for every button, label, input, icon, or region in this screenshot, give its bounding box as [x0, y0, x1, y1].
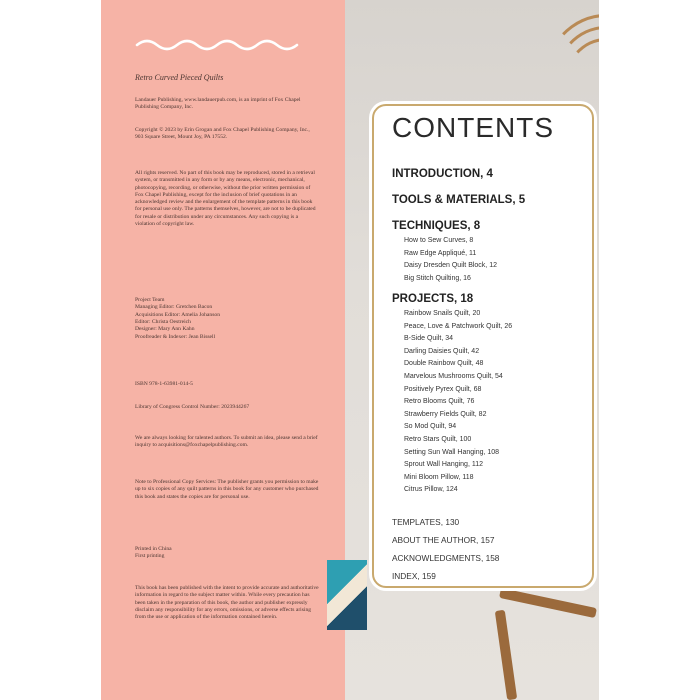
toc-project-item: Sprout Wall Hanging, 112 — [404, 461, 483, 469]
rights-note: All rights reserved. No part of this book may be reproduced, stored in a retrieval system, or transmitted in any form or by any means, electronic, mechanical, photocopying, recording, or otherwise, without the prior written permission of Fox Chapel Publishing, except for the inclusion of brief quotations in an acknowledged review and the enlargement of the template patterns in this book for personal use only. The patterns themselves, however, are not to be duplicated for resale or distribution under any circumstances. Any such copying is a violation of copyright law. — [135, 170, 316, 228]
toc-acknowledgments: ACKNOWLEDGMENTS, 158 — [392, 553, 500, 563]
toc-project-item: Double Rainbow Quilt, 48 — [404, 360, 484, 368]
copy-services-note: Note to Professional Copy Services: The publisher grants you permission to make up to six copies of any quilt patterns in this book for any customer who purchased this book and states the copies are for personal use. — [135, 479, 319, 500]
toc-technique-item: How to Sew Curves, 8 — [404, 237, 474, 244]
toc-project-item: Setting Sun Wall Hanging, 108 — [404, 448, 500, 456]
printing: First printing — [135, 553, 165, 560]
toc-project-item: Darling Daisies Quilt, 42 — [404, 347, 480, 355]
toc-project-item: B-Side Quilt, 34 — [404, 335, 454, 343]
toc-introduction: INTRODUCTION, 4 — [392, 168, 493, 180]
team-member: Managing Editor: Gretchen Bacon — [135, 304, 213, 311]
team-heading: Project Team — [135, 297, 165, 303]
disclaimer: This book has been published with the intent to provide accurate and authoritative information in regard to the subject matter within. While every precaution has been taken in the preparation of this book, the author and publisher expressly disclaim any responsibility for any errors, omissions, or adverse effects arising from the use or application of the information contained herein. — [135, 585, 319, 621]
toc-project-item: Marvelous Mushrooms Quilt, 54 — [404, 373, 503, 380]
toc-tools: TOOLS & MATERIALS, 5 — [392, 194, 526, 206]
lccn: Library of Congress Control Number: 2023944267 — [135, 404, 250, 410]
quilt-decor — [327, 560, 367, 630]
toc-project-item: Rainbow Snails Quilt, 20 — [404, 310, 481, 317]
contents-card — [372, 104, 594, 588]
toc-project-item: Peace, Love & Patchwork Quilt, 26 — [404, 322, 513, 330]
contents-title: CONTENTS — [392, 112, 554, 143]
toc-project-item: Positively Pyrex Quilt, 68 — [404, 385, 482, 393]
team-member: Editor: Christa Oestreich — [135, 318, 191, 325]
authors-note: We are always looking for talented authors. To submit an idea, please send a brief inquiry to acquisitions@foxchapelpublishing.com. — [135, 435, 318, 449]
toc-techniques: TECHNIQUES, 8 — [392, 220, 481, 232]
team-member: Proofreader & Indexer: Jean Bissell — [135, 333, 216, 340]
toc-project-item: Strawberry Fields Quilt, 82 — [404, 410, 487, 418]
toc-project-item: Mini Bloom Pillow, 118 — [404, 473, 474, 481]
team-member: Acquisitions Editor: Amelia Johanson — [135, 311, 220, 318]
toc-project-item: So Mod Quilt, 94 — [404, 423, 457, 431]
toc-templates: TEMPLATES, 130 — [392, 517, 460, 527]
copyright-note: Copyright © 2023 by Erin Grogan and Fox Chapel Publishing Company, Inc., 903 Square Street, Mount Joy, PA 17552. — [135, 127, 310, 141]
toc-technique-item: Raw Edge Appliqué, 11 — [404, 249, 477, 257]
printed-in: Printed in China — [135, 546, 172, 552]
toc-about-author: ABOUT THE AUTHOR, 157 — [392, 535, 495, 545]
toc-index: INDEX, 159 — [392, 571, 436, 581]
book-page — [101, 0, 599, 700]
team-member: Designer: Mary Ann Kahn — [135, 326, 195, 333]
toc-projects: PROJECTS, 18 — [392, 293, 474, 305]
toc-technique-item: Big Stitch Quilting, 16 — [404, 274, 471, 282]
toc-project-item: Citrus Pillow, 124 — [404, 486, 458, 494]
wave-ornament — [135, 36, 301, 52]
publisher-note: Landauer Publishing, www.landauerpub.com, is an imprint of Fox Chapel Publishing Company, Inc. — [135, 97, 301, 111]
toc-project-item: Retro Blooms Quilt, 76 — [404, 398, 475, 406]
copyright-panel — [101, 0, 345, 700]
book-title: Retro Curved Pieced Quilts — [135, 73, 224, 82]
toc-project-item: Retro Stars Quilt, 100 — [404, 436, 472, 443]
isbn: ISBN 978-1-63981-014-5 — [135, 381, 193, 387]
toc-technique-item: Daisy Dresden Quilt Block, 12 — [404, 262, 497, 270]
